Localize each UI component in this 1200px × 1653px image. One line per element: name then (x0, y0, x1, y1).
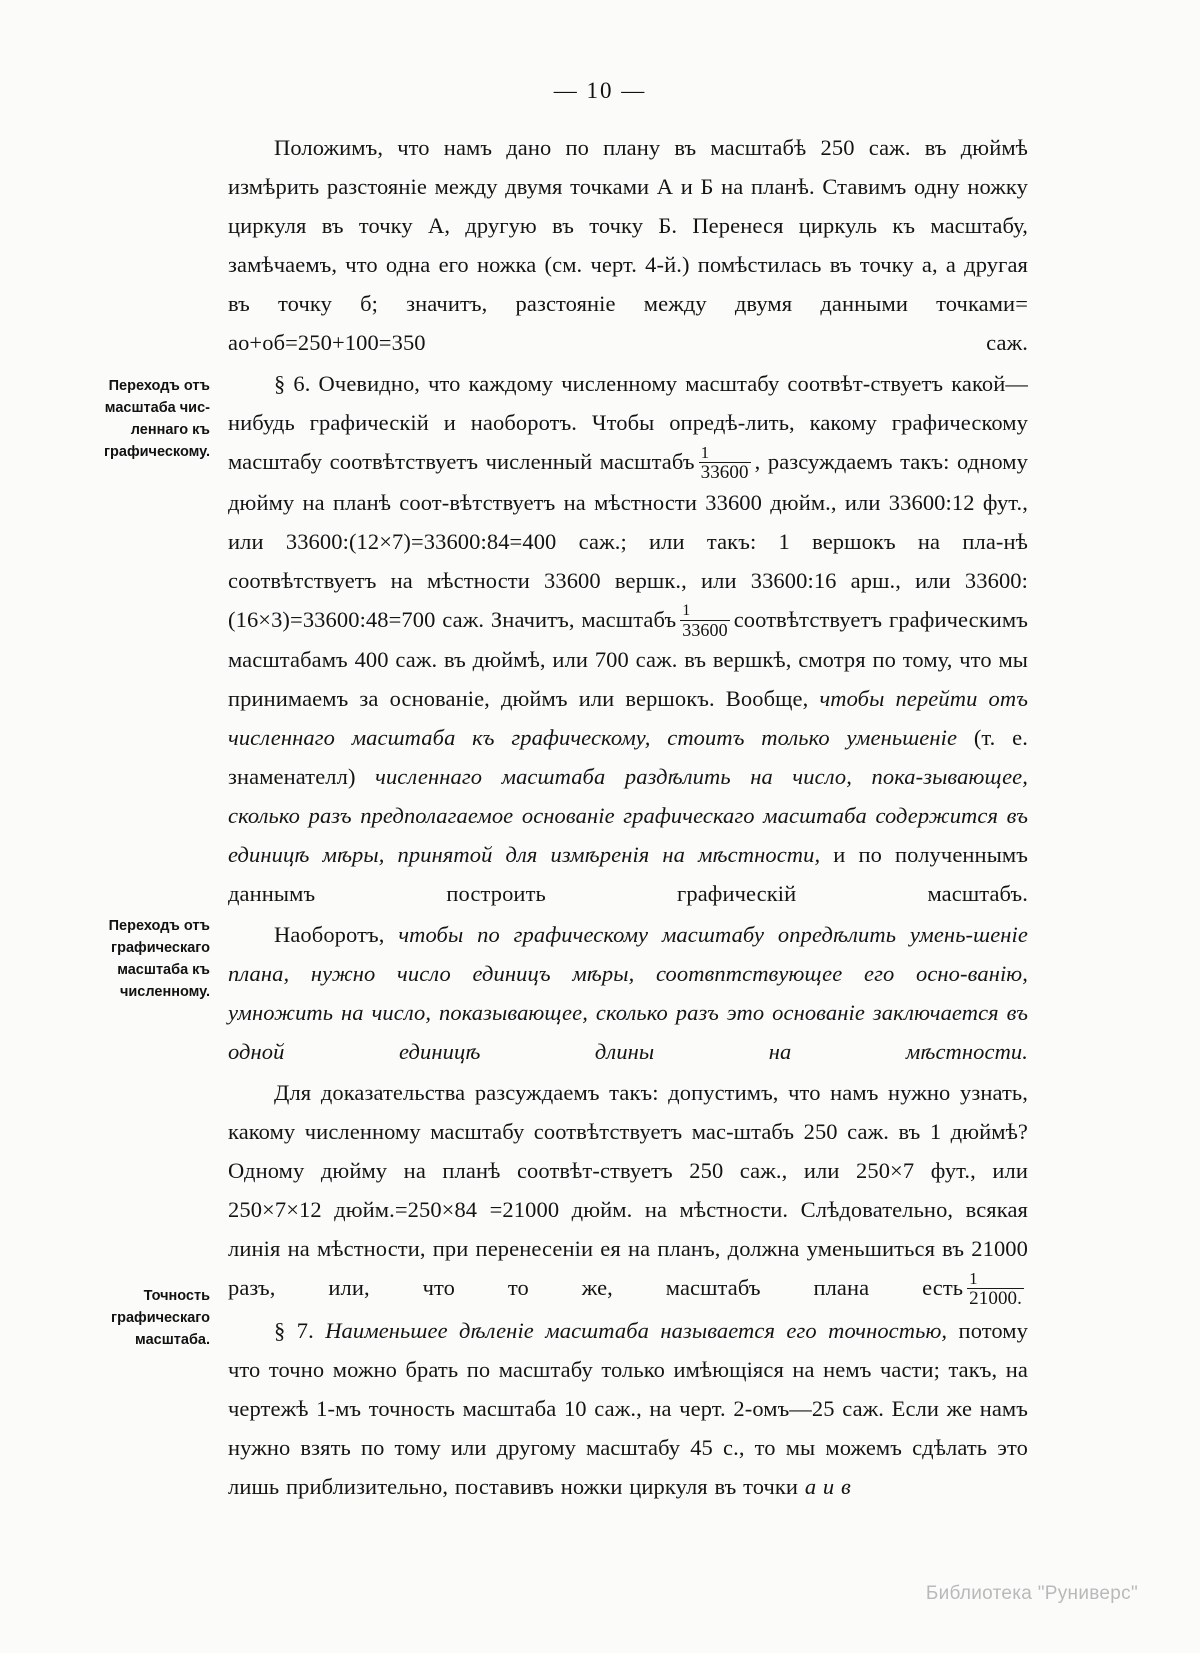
marginal-note-line: графическаго (111, 1310, 210, 1326)
fraction-numerator: 1 (682, 602, 691, 620)
paragraph-text: , разсуждаемъ такъ: одному дюйму на планѣ соот-вѣтствуетъ на мѣстности 33600 дюйм., или 33600:12 фут., или 33600:(12×7)=33600:84=400 саж.; или такъ: 1 вершокъ на пла-нѣ соотвѣтствуетъ на мѣстности 33600 вершк., или 33600:16 арш., или 33600:(16×3)=33600:48=700 саж. Значитъ, масштабъ (228, 449, 1028, 632)
paragraph-text: и по полученнымъ даннымъ построить графическій масштабъ. (228, 841, 1028, 906)
paragraph-text: § 6. Очевидно, что каждому численному масштабу соотвѣт-ствуетъ какой—нибудь графическій и наоборотъ. Чтобы опредѣ-лить, какому графическому масштабу соотвѣтствуетъ численный масштабъ (228, 371, 1028, 474)
section-number: § 7. (274, 1317, 314, 1343)
page-body (228, 128, 1028, 1508)
paragraph-section-6 (228, 364, 1028, 913)
fraction-1-over-33600 (699, 444, 751, 483)
paragraph-emphasis: численнаго масштаба раздѣлить на число, пока-зывающее, сколько разъ предполагаемое основаніе графическаго масштаба содержится въ единицѣ мѣры, принятой для измѣренія на мѣстности, (228, 763, 1028, 867)
paragraph-text: Для доказательства разсуждаемъ такъ: допустимъ, что намъ нужно узнать, какому численному масштабу соотвѣтствуетъ мас-штабъ 250 саж. въ 1 дюймѣ? Одному дюйму на планѣ соотвѣт-ствуетъ 250 саж., или 250×7 фут., или 250×7×12 дюйм.=250×84 =21000 дюйм. на мѣстности. Слѣдовательно, всякая линія на мѣстности, при перенесеніи ея на планъ, должна уменьшиться въ 21000 разъ, или, что то же, масштабъ плана есть (228, 1079, 1028, 1300)
marginal-note-line: Переходъ отъ (108, 918, 210, 934)
marginal-note-line: масштаба. (135, 1332, 210, 1348)
paragraph-proof (228, 1073, 1028, 1309)
page-number: — 10 — (553, 78, 647, 103)
paragraph-inverse-rule (228, 915, 1028, 1071)
fraction-1-over-21000 (967, 1270, 1024, 1309)
marginal-note-line: Переходъ отъ (108, 378, 210, 394)
marginal-note-line: численному. (119, 984, 210, 1000)
marginal-note-scale-numeric-to-graphic (50, 375, 210, 463)
marginal-note-line: масштаба чис- (104, 400, 210, 416)
marginal-note-line: леннаго къ (130, 422, 210, 438)
fraction-denominator: 21000. (969, 1287, 1022, 1309)
paragraph-text: соотвѣтствуетъ графическимъ масштабамъ 400 саж. въ дюймѣ, или 700 саж. въ вершкѣ, смотря по тому, что мы принимаемъ за основаніе, дюймъ или вершокъ. Вообще, (228, 606, 1028, 711)
fraction-1-over-33600-second (680, 603, 730, 640)
fraction-denominator: 33600 (682, 619, 728, 640)
marginal-note-scale-precision (50, 1285, 210, 1351)
marginal-note-line: Точность (143, 1288, 210, 1304)
marginal-note-scale-graphic-to-numeric (50, 915, 210, 1003)
marginal-note-line: масштаба къ (117, 962, 210, 978)
paragraph-text: Наоборотъ, (274, 921, 385, 947)
marginal-note-line: графическому. (103, 444, 210, 460)
paragraph-emphasis: Наименьшее дѣленіе масштаба называется его точностью, (325, 1317, 948, 1343)
library-watermark: Библиотека "Руниверс" (925, 1583, 1138, 1604)
fraction-numerator: 1 (969, 1268, 978, 1288)
fraction-denominator: 33600 (700, 462, 749, 483)
paragraph-example-measurement (228, 128, 1028, 362)
paragraph-text: (т. е. знаменателл) (228, 724, 1028, 789)
paragraph-emphasis: чтобы перейти отъ численнаго масштаба къ графическому, стоитъ только уменьшеніе (228, 685, 1028, 750)
paragraph-emphasis: чтобы по графическому масштабу опредѣлить умень-шеніе плана, нужно число единицъ мѣры, соотвптствующее его осно-ванію, умножить на число, показывающее, сколько разъ это основаніе заключается въ одной единицѣ длины на мѣстности. (228, 921, 1029, 1064)
fraction-numerator: 1 (700, 443, 710, 463)
paragraph-text: потому что точно можно брать по масштабу только имѣющіяся на немъ части; такъ, на чертежѣ 1-мъ точность масштаба 10 саж., на черт. 2-омъ—25 саж. Если же намъ нужно взять по тому или другому масштабу 45 с., то мы можемъ сдѣлать это лишь приблизительно, поставивъ ножки циркуля въ точки (228, 1317, 1028, 1499)
paragraph-text: Положимъ, что намъ дано по плану въ масштабѣ 250 саж. въ дюймѣ измѣрить разстояніе между двумя точками А и Б на планѣ. Ставимъ одну ножку циркуля въ точку А, другую въ точку Б. Перенеся циркуль къ масштабу, замѣчаемъ, что одна его ножка (см. черт. 4-й.) помѣстилась въ точку а, а другая въ точку б; значитъ, разстояніе между двумя данными точками= ао+об=250+100=350 саж. (228, 135, 1028, 355)
paragraph-emphasis: а и в (804, 1473, 851, 1499)
paragraph-section-7 (228, 1311, 1028, 1506)
marginal-note-line: графическаго (111, 940, 210, 956)
